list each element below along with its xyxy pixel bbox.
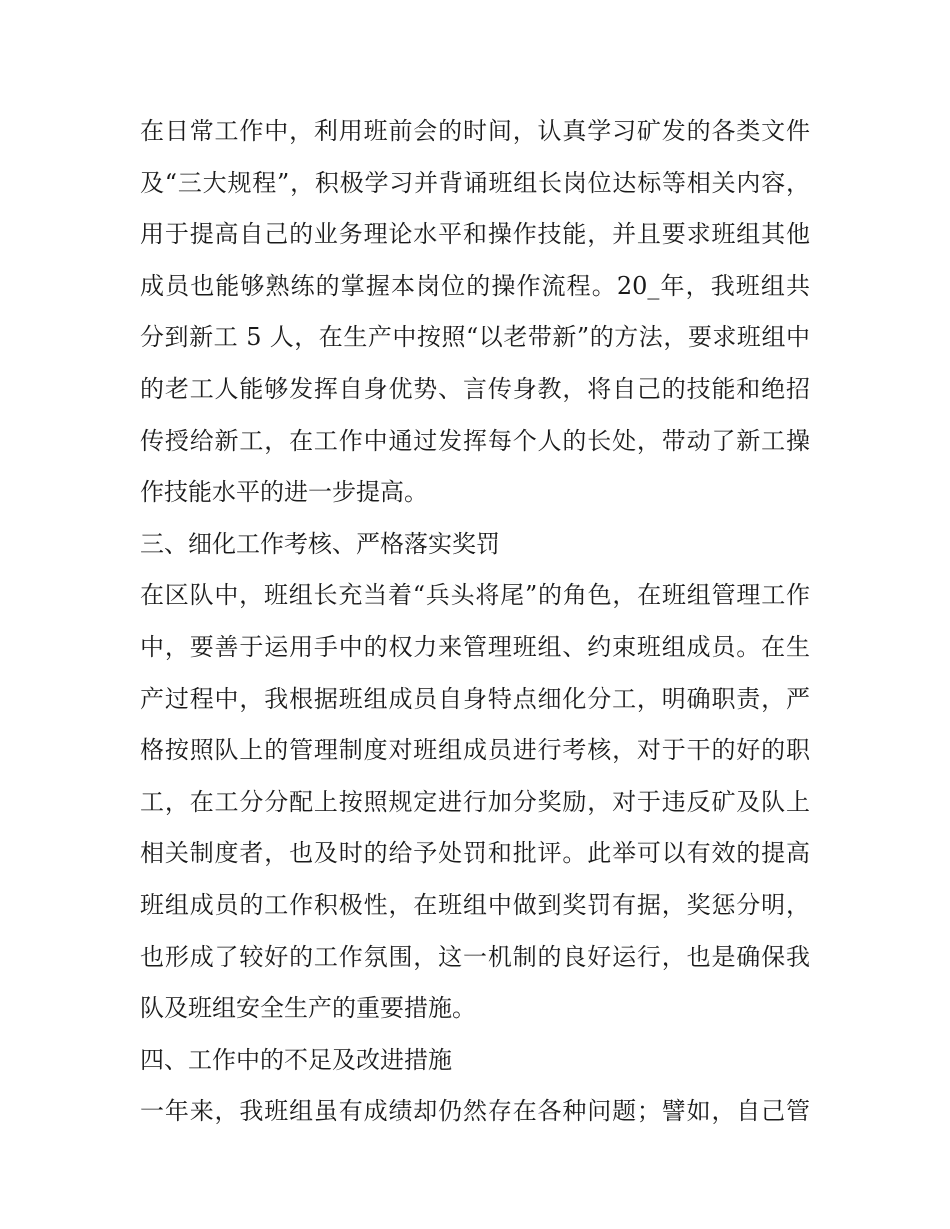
section-heading: 三、细化工作考核、严格落实奖罚	[140, 529, 500, 558]
body-text-line: 工，在工分分配上按照规定进行加分奖励，对于违反矿及队上	[140, 787, 810, 816]
body-text-line: 产过程中，我根据班组成员自身特点细化分工，明确职责，严	[140, 684, 810, 713]
body-text-line: 作技能水平的进一步提高。	[140, 478, 428, 507]
body-text-line: 及“三大规程”，积极学习并背诵班组长岗位达标等相关内容，	[140, 168, 810, 197]
document-body	[140, 106, 810, 1138]
body-text-line: 队及班组安全生产的重要措施。	[140, 994, 476, 1023]
body-text-line: 分到新工 5 人，在生产中按照“以老带新”的方法，要求班组中	[140, 323, 810, 352]
body-text-line: 在区队中，班组长充当着“兵头将尾”的角色，在班组管理工作	[140, 581, 810, 610]
body-text-line: 相关制度者，也及时的给予处罚和批评。此举可以有效的提高	[140, 839, 810, 868]
body-text-line: 在日常工作中，利用班前会的时间，认真学习矿发的各类文件	[140, 117, 810, 145]
body-text-line: 用于提高自己的业务理论水平和操作技能，并且要求班组其他	[140, 220, 810, 249]
body-text-line: 格按照队上的管理制度对班组成员进行考核，对于干的好的职	[140, 736, 810, 765]
body-text-line: 班组成员的工作积极性，在班组中做到奖罚有据，奖惩分明，	[140, 890, 810, 919]
body-text-line: 成员也能够熟练的掌握本岗位的操作流程。20_年，我班组共	[140, 271, 810, 300]
body-text-line: 的老工人能够发挥自身优势、言传身教，将自己的技能和绝招	[140, 374, 810, 403]
body-text-line: 也形成了较好的工作氛围，这一机制的良好运行，也是确保我	[140, 942, 810, 971]
section-heading: 四、工作中的不足及改进措施	[140, 1045, 452, 1074]
body-text-line: 一年来，我班组虽有成绩却仍然存在各种问题；譬如，自己管	[140, 1097, 810, 1126]
body-text-line: 中，要善于运用手中的权力来管理班组、约束班组成员。在生	[140, 632, 810, 661]
body-text-line: 传授给新工，在工作中通过发挥每个人的长处，带动了新工操	[140, 426, 810, 455]
